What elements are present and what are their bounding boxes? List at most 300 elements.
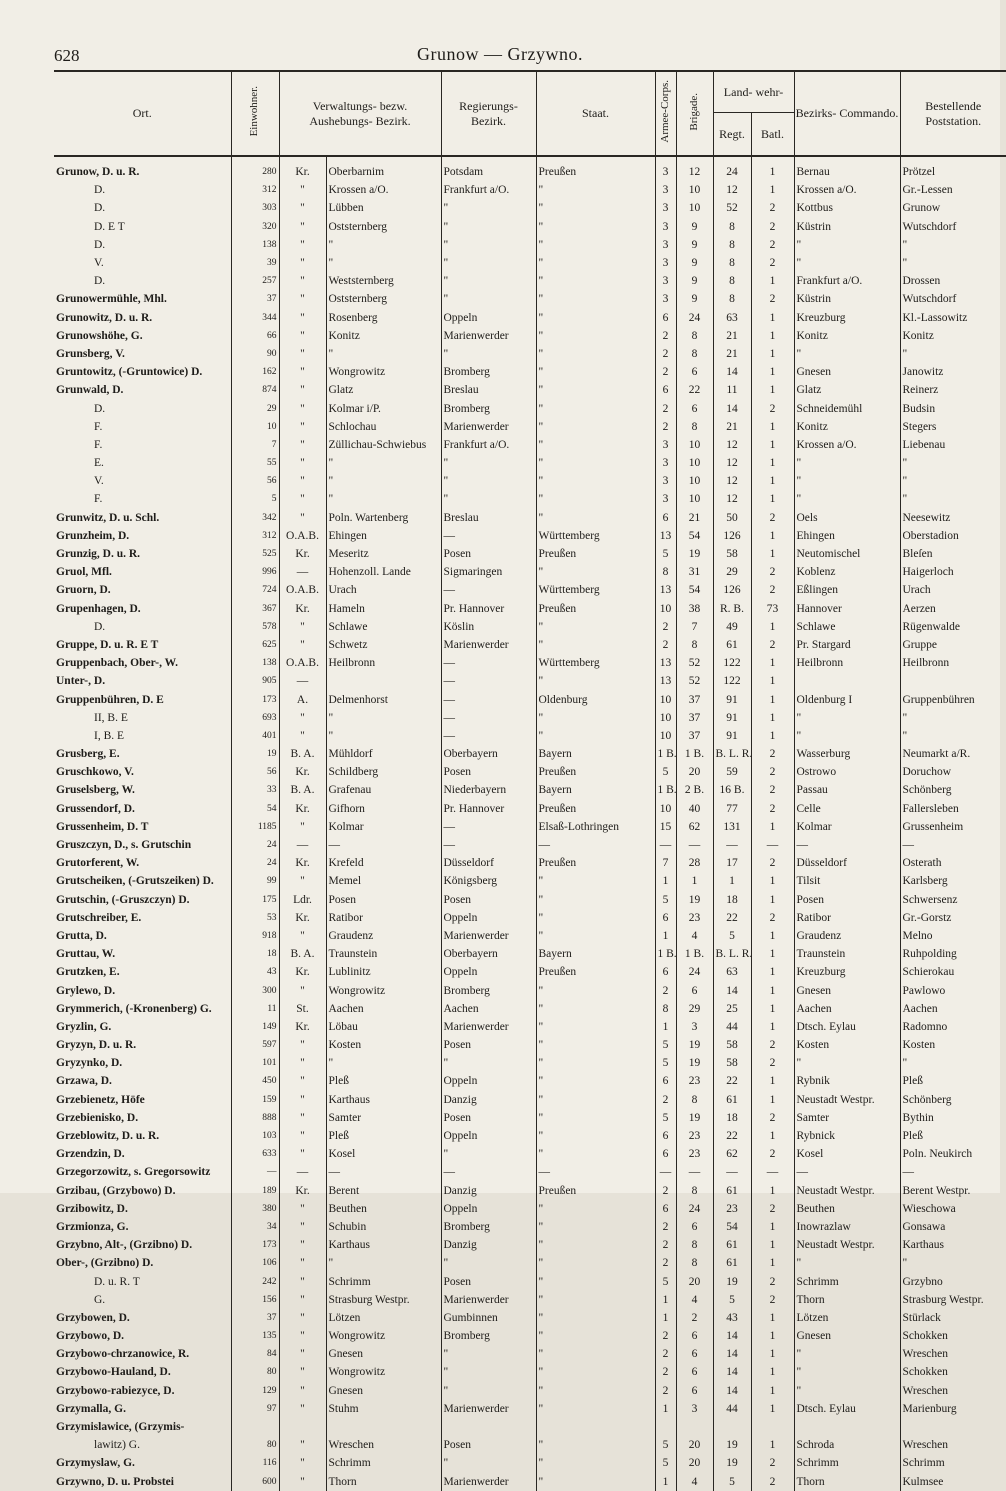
cell-bestell: Kl.-Lassowitz [900, 309, 1006, 327]
cell-regt: 14 [713, 1363, 751, 1381]
cell-batl: 1 [751, 1091, 794, 1109]
table-row [54, 1000, 1006, 1018]
cell-bezirks: Konitz [794, 327, 900, 345]
cell-brigade: 8 [676, 1182, 713, 1200]
cell-batl: 2 [751, 1200, 794, 1218]
table-row [54, 345, 1006, 363]
table-row [54, 1182, 1006, 1200]
cell-brigade: 23 [676, 1072, 713, 1090]
cell-regierung: Danzig [441, 1091, 536, 1109]
cell-staat: " [536, 1436, 655, 1454]
cell-bezirks: Eßlingen [794, 581, 900, 599]
cell-einwohner: 129 [231, 1382, 279, 1400]
cell-einwohner: 525 [231, 545, 279, 563]
table-row [54, 1345, 1006, 1363]
cell-staat: " [536, 981, 655, 999]
cell-brigade: 4 [676, 927, 713, 945]
cell-einwohner: 367 [231, 600, 279, 618]
cell-regt: 126 [713, 581, 751, 599]
cell-regierung: Posen [441, 1436, 536, 1454]
cell-ort: Grunow, D. u. R. [56, 166, 140, 179]
cell-verwaltung-type: " [279, 636, 326, 654]
cell-batl: 1 [751, 618, 794, 636]
cell-batl: 1 [751, 1400, 794, 1418]
table-row [54, 963, 1006, 981]
cell-ort: V. [94, 257, 104, 270]
cell-bezirks: Dtsch. Eylau [794, 1400, 900, 1418]
cell-batl: 1 [751, 1127, 794, 1145]
cell-ort: Gruppenbühren, D. E [56, 693, 164, 706]
cell-batl: 1 [751, 1072, 794, 1090]
cell-batl: 1 [751, 709, 794, 727]
cell-verwaltung-type: — [279, 563, 326, 581]
table-row [54, 399, 1006, 417]
cell-regt: 8 [713, 290, 751, 308]
cell-staat: Preußen [536, 600, 655, 618]
cell-staat: " [536, 1291, 655, 1309]
cell-bezirks: Oels [794, 509, 900, 527]
cell-armee: 2 [655, 363, 676, 381]
cell-staat: " [536, 927, 655, 945]
cell-einwohner: 162 [231, 363, 279, 381]
cell-bezirks: " [794, 454, 900, 472]
cell-bezirks: Krossen a/O. [794, 181, 900, 199]
cell-brigade: 20 [676, 1454, 713, 1472]
cell-einwohner: 996 [231, 563, 279, 581]
cell-armee: 13 [655, 672, 676, 690]
cell-brigade: 20 [676, 1436, 713, 1454]
cell-ort: D. [94, 275, 106, 288]
cell-regt: 19 [713, 1272, 751, 1290]
cell-regt: 44 [713, 1400, 751, 1418]
cell-armee: 2 [655, 399, 676, 417]
cell-bezirks: " [794, 1054, 900, 1072]
table-row [54, 818, 1006, 836]
cell-einwohner: 56 [231, 472, 279, 490]
cell-armee: — [655, 836, 676, 854]
cell-bezirks: " [794, 472, 900, 490]
cell-bezirks: Tilsit [794, 872, 900, 890]
cell-armee: 2 [655, 1091, 676, 1109]
cell-armee: 2 [655, 1345, 676, 1363]
cell-armee: 2 [655, 1236, 676, 1254]
cell-armee: 3 [655, 156, 676, 181]
cell-regt: 12 [713, 490, 751, 508]
cell-bezirks: Kosten [794, 1036, 900, 1054]
cell-ort: Grzybowo-Hauland, D. [56, 1366, 171, 1379]
cell-brigade: 8 [676, 1254, 713, 1272]
cell-regt: 18 [713, 1109, 751, 1127]
cell-einwohner: 19 [231, 745, 279, 763]
cell-staat: " [536, 909, 655, 927]
cell-armee: 10 [655, 709, 676, 727]
cell-brigade: 20 [676, 763, 713, 781]
cell-verwaltung-bezirk: " [326, 709, 441, 727]
cell-einwohner: 99 [231, 872, 279, 890]
cell-staat: " [536, 1363, 655, 1381]
cell-bezirks: Ratibor [794, 909, 900, 927]
cell-regt: 61 [713, 636, 751, 654]
cell-verwaltung-bezirk: Schwetz [326, 636, 441, 654]
cell-armee: 6 [655, 381, 676, 399]
cell-bezirks: Neustadt Westpr. [794, 1236, 900, 1254]
cell-verwaltung-type: Kr. [279, 1018, 326, 1036]
cell-batl: 73 [751, 600, 794, 618]
cell-verwaltung-bezirk: Gnesen [326, 1382, 441, 1400]
cell-ort: Grusberg, E. [56, 748, 120, 761]
cell-batl: 2 [751, 563, 794, 581]
cell-armee: 5 [655, 545, 676, 563]
cell-bestell: Wutschdorf [900, 290, 1006, 308]
cell-armee: 5 [655, 1054, 676, 1072]
cell-verwaltung-bezirk: Lublinitz [326, 963, 441, 981]
cell-bezirks: Lötzen [794, 1309, 900, 1327]
cell-staat: " [536, 272, 655, 290]
cell-brigade: 8 [676, 418, 713, 436]
cell-bestell: Prötzel [900, 156, 1006, 181]
cell-verwaltung-type: " [279, 1327, 326, 1345]
cell-verwaltung-bezirk: Weststernberg [326, 272, 441, 290]
table-row [54, 600, 1006, 618]
cell-bezirks: Neustadt Westpr. [794, 1182, 900, 1200]
cell-einwohner: 138 [231, 654, 279, 672]
cell-bezirks: Kreuzburg [794, 963, 900, 981]
cell-bezirks: Küstrin [794, 218, 900, 236]
cell-batl: 2 [751, 290, 794, 308]
cell-einwohner: 106 [231, 1254, 279, 1272]
cell-ort: D. E T [94, 220, 125, 233]
cell-verwaltung-bezirk: Urach [326, 581, 441, 599]
cell-batl: 1 [751, 1218, 794, 1236]
cell-bestell: " [900, 454, 1006, 472]
cell-brigade: 37 [676, 690, 713, 708]
cell-ort: D. [94, 620, 106, 633]
cell-bezirks: Krossen a/O. [794, 436, 900, 454]
cell-brigade: 9 [676, 254, 713, 272]
table-row [54, 618, 1006, 636]
cell-regierung: Königsberg [441, 872, 536, 890]
cell-staat: Preußen [536, 963, 655, 981]
cell-ort: Gruszczyn, D., s. Grutschin [56, 839, 192, 852]
table-row [54, 1163, 1006, 1181]
col-header-brigade [676, 71, 713, 156]
cell-regierung: " [441, 1382, 536, 1400]
cell-batl: 1 [751, 181, 794, 199]
cell-staat: " [536, 1054, 655, 1072]
cell-bezirks: Düsseldorf [794, 854, 900, 872]
cell-regierung: " [441, 1054, 536, 1072]
cell-verwaltung-bezirk: Schildberg [326, 763, 441, 781]
cell-batl: 1 [751, 1327, 794, 1345]
cell-verwaltung-type: " [279, 1363, 326, 1381]
cell-verwaltung-type: " [279, 981, 326, 999]
cell-ort: Grunowermühle, Mhl. [56, 293, 167, 306]
cell-ort: Gruntowitz, (-Gruntowice) D. [56, 366, 203, 379]
cell-armee: 5 [655, 1272, 676, 1290]
cell-ort: Grunwitz, D. u. Schl. [56, 511, 160, 524]
cell-bestell: " [900, 1254, 1006, 1272]
cell-verwaltung-bezirk: Wongrowitz [326, 363, 441, 381]
cell-verwaltung-type: " [279, 199, 326, 217]
cell-batl: 2 [751, 1109, 794, 1127]
cell-verwaltung-type: " [279, 1345, 326, 1363]
cell-ort: G. [94, 1293, 106, 1306]
cell-bestell: Wreschen [900, 1382, 1006, 1400]
cell-einwohner: 303 [231, 199, 279, 217]
cell-ort: Grunowshöhe, G. [56, 329, 143, 342]
cell-batl: — [751, 836, 794, 854]
cell-verwaltung-bezirk: Kosel [326, 1145, 441, 1163]
cell-einwohner: 66 [231, 327, 279, 345]
cell-brigade: 8 [676, 327, 713, 345]
table-row [54, 1145, 1006, 1163]
cell-bestell: Gruppe [900, 636, 1006, 654]
cell-ort: II, B. E [94, 711, 128, 724]
cell-verwaltung-type: " [279, 1236, 326, 1254]
cell-batl: 1 [751, 1182, 794, 1200]
cell-verwaltung-type: " [279, 1200, 326, 1218]
cell-armee: 3 [655, 181, 676, 199]
cell-brigade: 7 [676, 618, 713, 636]
cell-regt: 16 B. [713, 781, 751, 799]
cell-bestell [900, 1418, 1006, 1436]
cell-verwaltung-type: " [279, 327, 326, 345]
cell-verwaltung-bezirk: Pleß [326, 1127, 441, 1145]
cell-ort: Grymmerich, (-Kronenberg) G. [56, 1002, 212, 1015]
cell-staat: Preußen [536, 1182, 655, 1200]
cell-ort: Grzeblowitz, D. u. R. [56, 1130, 160, 1143]
cell-bezirks: Bernau [794, 156, 900, 181]
cell-einwohner: 280 [231, 156, 279, 181]
cell-armee: 3 [655, 218, 676, 236]
cell-verwaltung-type: Ldr. [279, 891, 326, 909]
cell-bezirks: Ehingen [794, 527, 900, 545]
cell-batl: 1 [751, 490, 794, 508]
cell-batl: 2 [751, 254, 794, 272]
cell-ort: Grzibau, (Grzybowo) D. [56, 1184, 176, 1197]
cell-staat: " [536, 1454, 655, 1472]
cell-brigade: 3 [676, 1400, 713, 1418]
cell-regt: 122 [713, 672, 751, 690]
cell-regierung: Posen [441, 763, 536, 781]
cell-verwaltung-bezirk: Heilbronn [326, 654, 441, 672]
cell-staat: " [536, 1473, 655, 1491]
cell-bestell: Heilbronn [900, 654, 1006, 672]
cell-verwaltung-bezirk: Schrimm [326, 1272, 441, 1290]
cell-ort: D. u. R. T [94, 1275, 140, 1288]
cell-regt: 14 [713, 1327, 751, 1345]
cell-bestell: Schierokau [900, 963, 1006, 981]
cell-einwohner: 43 [231, 963, 279, 981]
cell-verwaltung-bezirk: Stuhm [326, 1400, 441, 1418]
cell-staat: Preußen [536, 800, 655, 818]
table-row [54, 181, 1006, 199]
table-row [54, 156, 1006, 181]
cell-regt: 14 [713, 399, 751, 417]
cell-brigade: 2 [676, 1309, 713, 1327]
cell-verwaltung-type [279, 1418, 326, 1436]
cell-ort: Gruselsberg, W. [56, 784, 135, 797]
cell-verwaltung-type: St. [279, 1000, 326, 1018]
cell-regierung: — [441, 1163, 536, 1181]
cell-staat: " [536, 454, 655, 472]
cell-bestell: Radomno [900, 1018, 1006, 1036]
table-row [54, 272, 1006, 290]
cell-bezirks: " [794, 1363, 900, 1381]
cell-staat: " [536, 1327, 655, 1345]
cell-verwaltung-bezirk: Thorn [326, 1473, 441, 1491]
cell-bezirks: Gnesen [794, 981, 900, 999]
col-header-bezirks: Bezirks- Commando. [794, 71, 900, 156]
cell-batl: 1 [751, 454, 794, 472]
cell-einwohner: 401 [231, 727, 279, 745]
cell-ort: Grzibowitz, D. [56, 1202, 128, 1215]
cell-bezirks: Konitz [794, 418, 900, 436]
cell-verwaltung-bezirk: Beuthen [326, 1200, 441, 1218]
col-header-regierung: Regierungs- Bezirk. [441, 71, 536, 156]
cell-armee: 15 [655, 818, 676, 836]
cell-bezirks: Thorn [794, 1291, 900, 1309]
cell-ort: Grzmionza, G. [56, 1220, 129, 1233]
cell-regierung: Bromberg [441, 1327, 536, 1345]
cell-einwohner: 80 [231, 1363, 279, 1381]
cell-verwaltung-type: " [279, 436, 326, 454]
cell-regt: 58 [713, 1036, 751, 1054]
cell-regt: 91 [713, 727, 751, 745]
cell-bezirks: Koblenz [794, 563, 900, 581]
cell-verwaltung-bezirk [326, 672, 441, 690]
cell-brigade: 6 [676, 1382, 713, 1400]
table-body [54, 156, 1006, 1491]
cell-bestell: Wieschowa [900, 1200, 1006, 1218]
cell-einwohner: 7 [231, 436, 279, 454]
table-row [54, 327, 1006, 345]
cell-einwohner: 80 [231, 1436, 279, 1454]
cell-regt: 1 [713, 872, 751, 890]
cell-verwaltung-bezirk: Züllichau-Schwiebus [326, 436, 441, 454]
cell-armee: 8 [655, 1000, 676, 1018]
cell-brigade: 6 [676, 399, 713, 417]
cell-brigade: 23 [676, 1127, 713, 1145]
cell-brigade: 6 [676, 363, 713, 381]
table-row [54, 981, 1006, 999]
cell-ort: D. [94, 202, 106, 215]
cell-regierung: Marienwerder [441, 1473, 536, 1491]
cell-einwohner: 135 [231, 1327, 279, 1345]
cell-regt: — [713, 836, 751, 854]
cell-ort: Grzybowo-chrzanowice, R. [56, 1348, 190, 1361]
cell-bezirks: " [794, 236, 900, 254]
cell-bezirks: " [794, 490, 900, 508]
cell-staat: " [536, 636, 655, 654]
cell-batl: 2 [751, 218, 794, 236]
cell-brigade: 6 [676, 1363, 713, 1381]
cell-ort: Grussenheim, D. T [56, 820, 149, 833]
cell-armee: 8 [655, 563, 676, 581]
table-row [54, 891, 1006, 909]
cell-batl: 2 [751, 509, 794, 527]
cell-armee: 5 [655, 1109, 676, 1127]
cell-staat: " [536, 418, 655, 436]
cell-verwaltung-type: " [279, 290, 326, 308]
cell-ort: Gruorn, D. [56, 584, 111, 597]
table-row [54, 854, 1006, 872]
cell-verwaltung-type: A. [279, 690, 326, 708]
cell-ort: Grzegorzowitz, s. Gregorsowitz [56, 1166, 211, 1179]
cell-batl: 2 [751, 781, 794, 799]
cell-armee: 2 [655, 1218, 676, 1236]
cell-einwohner: 11 [231, 1000, 279, 1018]
cell-verwaltung-type: " [279, 709, 326, 727]
cell-verwaltung-type: " [279, 1454, 326, 1472]
cell-regt: 122 [713, 654, 751, 672]
cell-regierung: Oppeln [441, 963, 536, 981]
cell-bezirks: Rybnick [794, 1127, 900, 1145]
cell-staat: " [536, 472, 655, 490]
cell-einwohner: 888 [231, 1109, 279, 1127]
cell-regierung: Gumbinnen [441, 1309, 536, 1327]
cell-staat: " [536, 290, 655, 308]
cell-verwaltung-bezirk: Gifhorn [326, 800, 441, 818]
cell-verwaltung-bezirk: Wongrowitz [326, 1327, 441, 1345]
cell-einwohner: 173 [231, 690, 279, 708]
cell-brigade: 24 [676, 309, 713, 327]
cell-brigade: 38 [676, 600, 713, 618]
cell-verwaltung-type: B. A. [279, 945, 326, 963]
cell-staat: " [536, 1200, 655, 1218]
cell-einwohner: 116 [231, 1454, 279, 1472]
cell-staat: " [536, 1127, 655, 1145]
table-row [54, 1454, 1006, 1472]
col-header-armee [655, 71, 676, 156]
cell-batl: 1 [751, 690, 794, 708]
cell-regt: 77 [713, 800, 751, 818]
cell-ort: Grunzheim, D. [56, 529, 130, 542]
cell-armee: 10 [655, 800, 676, 818]
cell-ort: lawitz) G. [94, 1439, 140, 1452]
cell-batl: 2 [751, 1291, 794, 1309]
cell-armee: 1 [655, 1291, 676, 1309]
cell-verwaltung-type: " [279, 1218, 326, 1236]
cell-einwohner: 159 [231, 1091, 279, 1109]
cell-armee: 1 B. [655, 945, 676, 963]
cell-verwaltung-bezirk: Gnesen [326, 1345, 441, 1363]
table-row [54, 836, 1006, 854]
cell-bestell: Aerzen [900, 600, 1006, 618]
cell-ort: Grutscheiken, (-Grutszeiken) D. [56, 875, 214, 888]
cell-regt: 62 [713, 1145, 751, 1163]
cell-ort: Grutta, D. [56, 929, 107, 942]
cell-armee: 6 [655, 509, 676, 527]
cell-einwohner: 90 [231, 345, 279, 363]
table-row [54, 800, 1006, 818]
cell-einwohner: 578 [231, 618, 279, 636]
table-row [54, 254, 1006, 272]
cell-einwohner: 257 [231, 272, 279, 290]
cell-bestell: " [900, 472, 1006, 490]
cell-einwohner: — [231, 1163, 279, 1181]
cell-bezirks: Beuthen [794, 1200, 900, 1218]
cell-regt: 58 [713, 545, 751, 563]
cell-verwaltung-bezirk: " [326, 1254, 441, 1272]
cell-einwohner: 55 [231, 454, 279, 472]
cell-regt: 54 [713, 1218, 751, 1236]
col-header-einwohner [231, 71, 279, 156]
cell-brigade: 4 [676, 1473, 713, 1491]
cell-bestell: Grussenheim [900, 818, 1006, 836]
cell-ort: Grzebienisko, D. [56, 1111, 139, 1124]
cell-regt: 22 [713, 1127, 751, 1145]
